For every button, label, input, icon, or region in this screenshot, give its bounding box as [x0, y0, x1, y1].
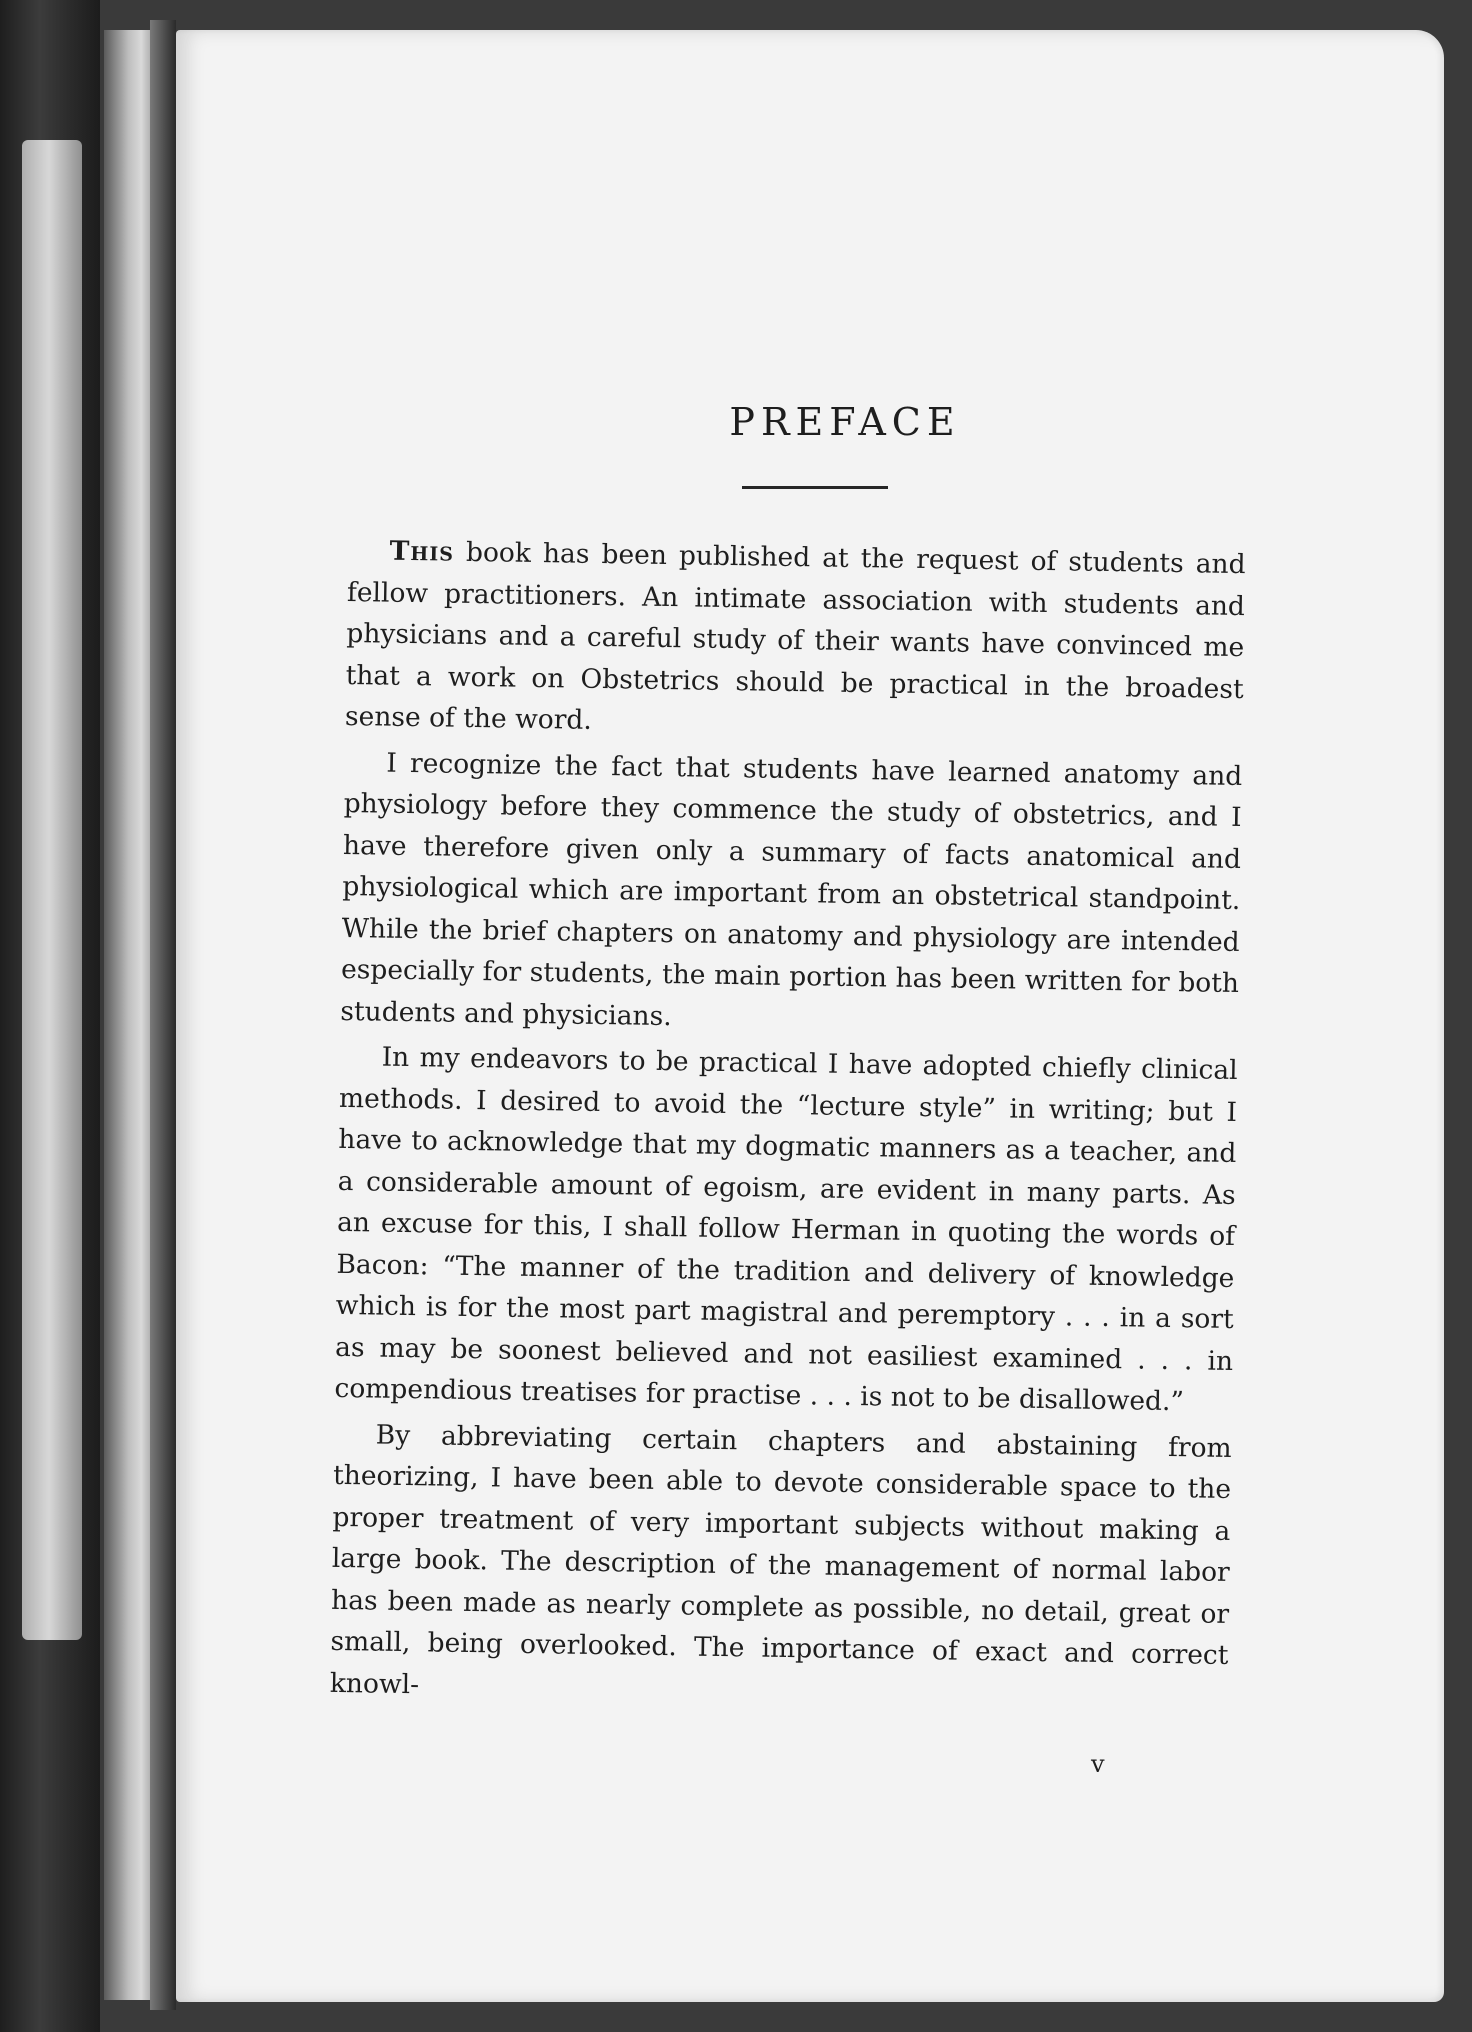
page-number: v	[1091, 1750, 1105, 1778]
paragraph-text: book has been published at the request of students and fellow practitioners. An intimate association with students and physicians and a careful study of their wants have convinced me that a work on Obstetrics should be practical in the broadest sense of the word.	[344, 536, 1246, 736]
book-page	[176, 30, 1444, 2002]
page-edge	[22, 140, 82, 1640]
paragraph: In my endeavors to be practical I have adopted chiefly clinical methods. I desired to avoid the “lecture style” in writing; but I have to acknowledge that my dogmatic manners as a teacher, and a considerable amount of egoism, are evident in many parts. As an excuse for this, I shall follow Herman in quoting the words of Bacon: “The manner of the tradition and delivery of knowledge which is for the most part magistral and peremptory . . . in a sort as may be soonest believed and not easiliest examined . . . in compendious treatises for practise . . . is not to be disallowed.”	[334, 1041, 1238, 1418]
paragraph	[345, 530, 1246, 752]
page-gutter-shadow	[150, 20, 176, 2010]
title-divider	[742, 486, 888, 489]
paragraph-lead-word: This	[389, 535, 455, 568]
preface-body	[329, 530, 1245, 1722]
paragraph: I recognize the fact that students have learned anatomy and physiology before they commence the study of obstetrics, and I have therefore given only a summary of facts anatomical and physiological which are important from an obstetrical standpoint. While the brief chapters on anatomy and physiology are intended especially for students, the main portion has been written for both students and physicians.	[340, 747, 1243, 1032]
paragraph: By abbreviating certain chapters and abstaining from theorizing, I have been able to devote considerable space to the proper treatment of very important subjects without making a large book. The description of the management of normal labor has been made as nearly complete as possible, no detail, great or small, being overlooked. The importance of exact and correct knowl-	[329, 1419, 1232, 1700]
page-title: PREFACE	[729, 400, 961, 444]
